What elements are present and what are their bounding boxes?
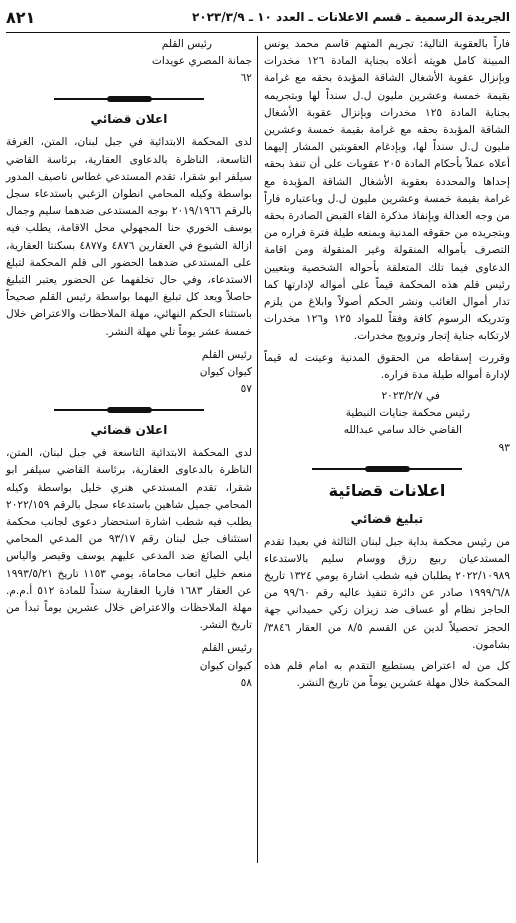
notice-closing: كل من له اعتراض يستطيع التقدم به امام قلم هذه المحكمة خلال مهلة عشرين يوماً من تاريخ النشر.: [264, 660, 510, 690]
verdict-paragraph: فاراً بالعقوبة التالية: تجريم المتهم قاسم محمد يونس المبينة كامل هويته أعلاه بجناية المادة ١٢٦ مخدرات وبإنزال عقوبة الأشغال الشاقة المؤبدة بحقه مع غرامة بقيمة خمسة وعشرين مليون ل.ل سنداً لها وبتجريمه بجناية المادة ١٢٥ مخدرات وبإنزال عقوبة الأشغال الشاقة المؤبدة بحقه مع غرامة بقيمة خمسة وعشرين مليون ل.ل سنداً لها، وبإدغام العقوبتين المشار إليهما أعلاه عملاً بأحكام المادة ٢٠٥ عقوبات على أن تنفذ بحقه إحداها والمحددة بعقوبة الأشغال الشاقة المؤبدة مع غرامة بقيمة خمسة وعشرين مليون ل.ل وباعتباره فاراً من وجه العدالة وبإنفاذ مذكرة القاء القبض الصادرة بحقه وبتجريده من حقوقه المدنية وبمنعه طيلة فترة فراره من التصرف بأمواله المنقولة وغير المنقولة ومن اقامة الدعاوى فيما تلك المتعلقة بأحواله الشخصية وبتعيين رئيس قلم هذه المحكمة قيماً على أمواله لإدارتها كما تدار أموال الغائب ونشر الحكم أصولاً وابلاغ من يلزم وتدريكه الرسوم كافة وفقاً للمواد ١٢٥ و١٢٦ مخدرات لارتكابه جناية إتجار وترويج مخدرات.: [264, 38, 510, 343]
top-signature-title: رئيس القلم: [161, 38, 212, 50]
right-column: [264, 36, 510, 919]
notice-text: من رئيس محكمة بداية جبل لبنان الثالثة في بعبدا تقدم المستدعيان ربيع رزق ووسام سليم بالاستدعاء ٢٠٢٢/١٠٩٨٩ يطلبان فيه شطب اشارة يومي ١٣٢٤ تاريخ ١٩٩٩/٦/٨ صادر عن دائرة تنفيذ عاليه رقم ٩٩/٦٠ من الحاجز نظام أو عساف ضد زيزان زكي حميداني جهة الحجز تحصيلاً لدين عن القسم ٨/٥ من العقار ٣٨٤٦/ بشامون.: [264, 535, 511, 651]
verdict-second-paragraph: وقررت إسقاطه من الحقوق المدنية وعينت له قيماً لإدارة أمواله طيلة مدة فراره.: [264, 351, 510, 381]
notice1-signature-name: كيوان كيوان: [199, 366, 252, 379]
verdict-signature-title: رئيس محكمة جنايات النبطية: [345, 407, 470, 420]
notice2-number: ٥٨: [240, 676, 252, 689]
verdict-notice-number: ٩٣: [498, 441, 510, 454]
left-column: [6, 36, 252, 919]
page-number: ٨٢١: [6, 8, 36, 27]
header-title: الجريدة الرسمية ـ قسم الاعلانات ـ العدد ١٠ ـ ٢٠٢٣/٣/٩: [191, 10, 510, 24]
section-title: اعلانات قضائية: [328, 480, 446, 500]
notice2-body: لدى المحكمة الابتدائية التاسعة في جبل لبنان، المتن، الناظرة بالدعاوى العقارية، برئاسة القاضي سيلفر ابو شقرا، تقدم المستدعي هنري خليل بواسطة وكيله المحامي جميل شاهين باستدعاء سجل بالرقم ٢٠٢٢/١٥٩ يطلب فيه شطب اشارة استحضار دعوى لجانب محكمة استئناف جبل لبنان رقم ٩٣/١٧ من المدعي المحامي ايلي الصائغ ضد المدعى عليهم يوسف وقيصر والياس منعم خليل اتعاب محاماة، يومي ١١٥٣ تاريخ ١٩٩٣/٥/٢١ عن العقار ١٦٨٣ فاريا العقارية سنداً للمادة ٥١٢ أ.م.م. مهلة الملاحظات والاعتراض خلال عشرين يوماً تبدأ من تاريخ النشر.: [6, 447, 253, 632]
notice-title: تبليغ قضائي: [350, 511, 424, 526]
column-divider: [257, 36, 258, 863]
notice1-body: لدى المحكمة الابتدائية في جبل لبنان، المتن، الغرفة التاسعة، الناظرة بالدعاوى العقارية، برئاسة القاضي سيلفر ابو شقرا، تقدم المستدعي غطاس ناصيف المدور بواسطة وكيله المحامي انطوان الزغبي باستدعاء سجل بالرقم ٢٠١٩/١٩٦٦ بوجه المستدعى ضدهما سليم وجمال يوسف الخوري حنا المجهولي محل الاقامة، يطلب فيه ازالة الشيوع في العقارين ٤٨٧٦ و٤٨٧٧ بسكنتا العقارية، على المستدعى ضدهما الحضور الى قلم المحكمة لتبلغ الاستدعاء، وفي حال تخلفهما عن الحضور يعتبر التبليغ حاصلاً ويعد كل تبليغ اليهما بواسطة رئيس القلم صحيحاً باستثناء الحكم النهائي، مهلة الملاحظات والاعتراض خلال خمسة عشر يوماً تلي مهلة النشر.: [6, 136, 253, 338]
notice1-number: ٥٧: [240, 383, 252, 396]
separator-1: [54, 96, 204, 102]
notice1-signature-title: رئيس القلم: [201, 348, 252, 361]
notice2-title: اعلان قضائي: [90, 423, 168, 438]
verdict-date: في ٢٠٢٣/٢/٧: [381, 390, 440, 403]
notice2-signature-name: كيوان كيوان: [199, 659, 252, 672]
separator-2: [54, 407, 204, 413]
verdict-signature-name: القاضي خالد سامي عبدالله: [343, 424, 462, 437]
section-separator: [312, 466, 462, 472]
top-signature-name: جمانة المصري عويدات: [151, 55, 252, 68]
top-notice-number: ٦٢: [240, 72, 252, 85]
notice2-signature-title: رئيس القلم: [201, 642, 252, 655]
notice1-title: اعلان قضائي: [90, 112, 168, 127]
page-header: [6, 6, 510, 33]
